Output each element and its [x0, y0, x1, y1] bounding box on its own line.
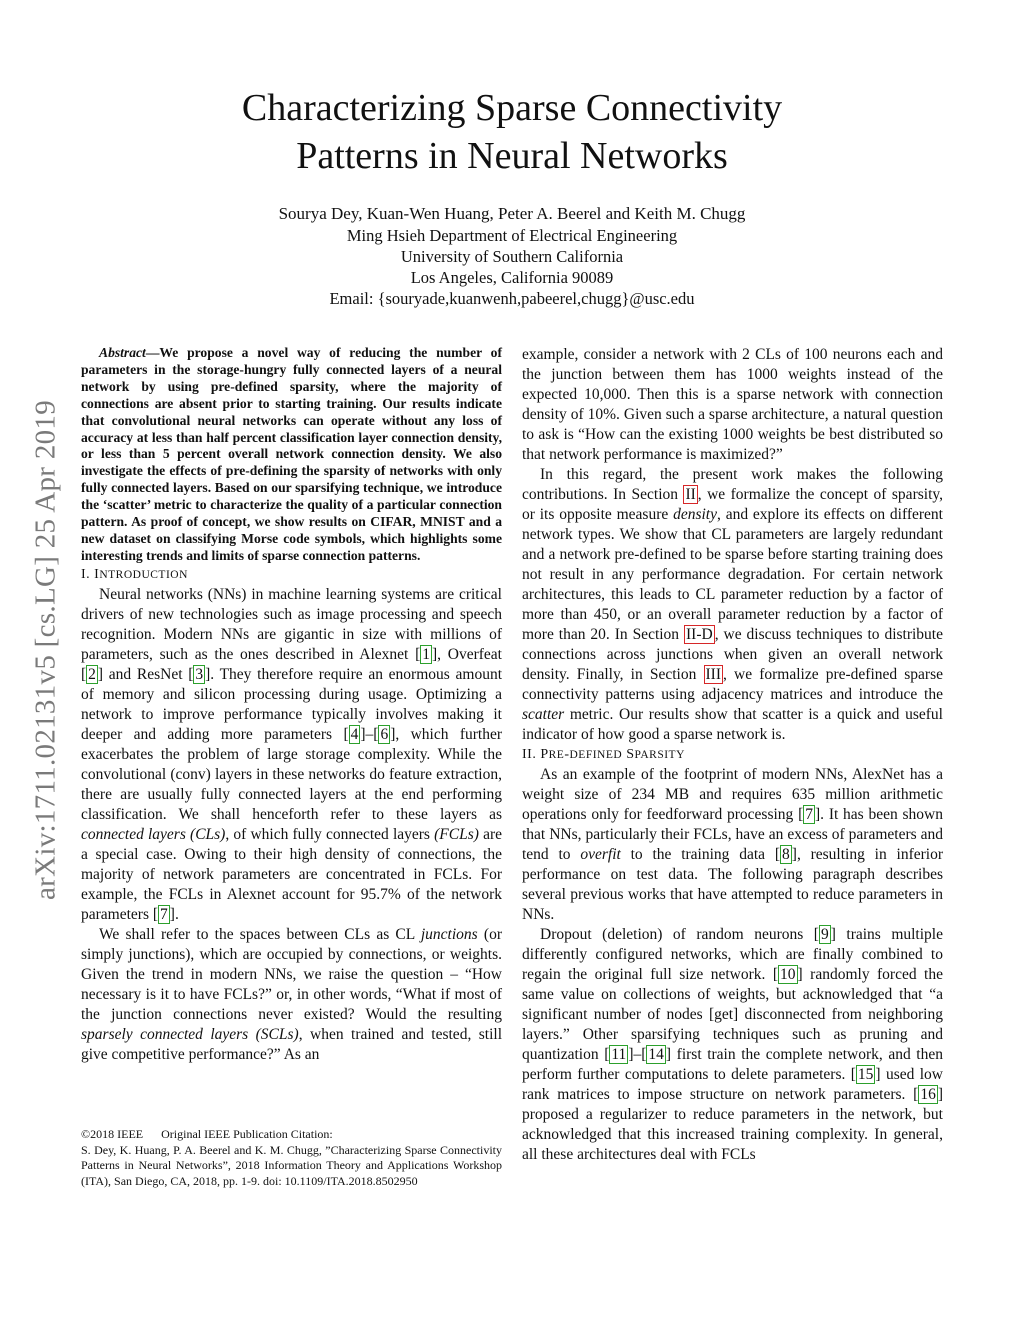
location: Los Angeles, California 90089: [410, 268, 614, 287]
citation-link[interactable]: 3: [195, 665, 204, 683]
citation-link[interactable]: 9: [820, 926, 829, 943]
citation-text: S. Dey, K. Huang, P. A. Beerel and K. M. Chugg, ”Characterizing Sparse Connectivity Patterns in Neural Networks”, 2018 Information Theory and Applications Workshop (ITA), San Diego, CA, 2018, pp. 1-9. doi: 10.1109/ITA.2018.8502950: [81, 1142, 502, 1188]
sparsity-paragraph-2: Dropout (deletion) of random neurons [ 9 ] trains multiple differently configured networks, which are finally combined to regain the original full size network. [ 10 ] randomly forced the same value on collections of weights, but acknowledged that “a significant number of nodes [get] disconnected from neighboring layers.” Other sparsifying techniques such as pruning and quantization [ 11 ]–[ 14 ] first train the complete network, and then perform further computations to delete parameters. [ 15 ] used low rank matrices to impose structure on network parameters. [ 16 ] proposed a regularizer to reduce parameters in the network, but acknowledged that this increased training complexity. In general, all these architectures deal with FCLs: [522, 926, 943, 1163]
section-link[interactable]: III: [705, 666, 721, 683]
citation-link[interactable]: 11: [611, 1046, 627, 1063]
sparsity-paragraph-1: As an example of the footprint of modern NNs, AlexNet has a weight size of 234 MB and requires 635 million arithmetic operations only for feedforward processing [ 7 ]. It has been shown that NNs, particularly their FCLs, have an excess of parameters and tend to overfit to the training data [ 8 ], resulting in inferior performance on test data. The following paragraph describes several previous works that have attempted to reduce parameters in NNs.: [522, 766, 943, 923]
citation-link[interactable]: 4: [350, 725, 359, 743]
email[interactable]: Email: {souryade,kuanwenh,pabeerel,chugg}@usc.edu: [329, 289, 695, 308]
title-line-2: Patterns in Neural Networks: [296, 135, 728, 177]
citation-link[interactable]: 7: [160, 905, 168, 923]
citation-link[interactable]: 14: [648, 1046, 664, 1063]
paper-title: [180, 84, 844, 180]
abstract: [81, 345, 502, 565]
citation-link[interactable]: 6: [380, 725, 389, 743]
arxiv-identifier: arXiv:1711.02131v5 [cs.LG] 25 Apr 2019: [29, 399, 62, 901]
title-line-1: Characterizing Sparse Connectivity: [241, 87, 783, 129]
copyright-notice: ©2018 IEEE: [81, 1127, 144, 1141]
citation-link[interactable]: 2: [88, 665, 96, 683]
contributions-paragraph: In this regard, the present work makes the following contributions. In Section II , we formalize the concept of sparsity, or its opposite measure density, and explore its effects on different network types. We show that CL parameters are largely redundant and a network pre-defined to be sparse before starting training does not result in any performance degradation. For certain network architectures, this leads to CL parameter reduction by a factor of more than 450, or an overall parameter reduction by a factor of more than 20. In Section II-D , we discuss techniques to distribute connections across junctions when given an overall network density. Finally, in Section III , we formalize pre-defined sparse connectivity patterns using adjacency matrices and introduce the scatter metric. Our results show that scatter is a quick and useful indicator of how good a sparse network is.: [522, 466, 944, 743]
citation-link[interactable]: 7: [805, 806, 813, 823]
author-block: [180, 203, 844, 309]
citation-link[interactable]: 15: [857, 1066, 874, 1083]
copyright-footnote: [81, 1127, 502, 1189]
citation-link[interactable]: 8: [782, 846, 790, 863]
left-column: [81, 345, 502, 1065]
abstract-text: —We propose a novel way of reducing the number of parameters in the storage-hungry fully connected layers of a neural network by using pre-defined sparsity, where the majority of connections are absent prior to starting training. Our results indicate that convolutional neural networks can operate without any loss of accuracy at less than half percent classification layer connection density, or less than 5 percent overall network connection density. We also investigate the effects of pre-defining the sparsity of networks with only fully connected layers. Based on our sparsifying technique, we introduce the ‘scatter’ metric to characterize the quality of a particular connection pattern. As proof of concept, we show results on CIFAR, MNIST and a new dataset on classifying Morse code symbols, which highlights some interesting trends and limits of sparse connection patterns.: [81, 345, 502, 563]
citation-link[interactable]: 16: [920, 1086, 936, 1103]
intro-paragraph-2: We shall refer to the spaces between CLs as CL junctions (or simply junctions), which are occupied by connections, or weights. Given the trend in modern NNs, we raise the question – “How necessary is it to have FCLs?” or, in other words, “What if most of the junction connections never existed? Would the resulting sparsely connected layers (SCLs), when trained and tested, still give competitive performance?” As an: [81, 925, 502, 1063]
section-link[interactable]: II: [685, 486, 696, 503]
citation-link[interactable]: 10: [780, 966, 796, 983]
section-heading-introduction: I. INTRODUCTION: [81, 566, 188, 582]
section-link[interactable]: II-D: [686, 626, 713, 643]
department: Ming Hsieh Department of Electrical Engineering: [346, 226, 678, 245]
university: University of Southern California: [400, 247, 624, 266]
author-names: Sourya Dey, Kuan-Wen Huang, Peter A. Beerel and Keith M. Chugg: [278, 204, 746, 223]
arxiv-sidebar-stamp: [26, 350, 66, 950]
abstract-label: Abstract: [99, 345, 146, 360]
citation-label: Original IEEE Publication Citation:: [161, 1127, 333, 1141]
intro-paragraph-1: Neural networks (NNs) in machine learning systems are critical drivers of new technologies such as image processing and speech recognition. Modern NNs are gigantic in size with millions of parameters, such as the ones described in Alexnet [ 1 ], Overfeat [ 2 ] and ResNet [ 3 ]. They therefore require an enormous amount of memory and silicon processing during usage. Optimizing a network to improve performance typically involves making it deeper and adding more parameters [ 4 ]–[ 6 ], which further exacerbates the problem of large storage complexity. While the convolutional (conv) layers in these networks do feature extraction, there are usually fully connected layers at the end performing classification. We shall henceforth refer to these layers as connected layers (CLs), of which fully connected layers (FCLs) are a special case. Owing to their high density of connections, the majority of network parameters are concentrated in FCLs. For example, the FCLs in Alexnet account for 95.7% of the network parameters [ 7 ].: [81, 585, 503, 923]
citation-link[interactable]: 1: [422, 645, 430, 663]
intro-paragraph-3: example, consider a network with 2 CLs of 100 neurons each and the junction between them has 1000 weights instead of the expected 10,000. Then this is a sparse network with connection density of 10%. Given such a sparse architecture, a natural question to ask is “How can the existing 1000 weights be best distributed so that network performance is maximized?”: [522, 346, 943, 463]
section-heading-predefined-sparsity: II. PRE-DEFINED SPARSITY: [522, 747, 685, 762]
right-column: [522, 345, 943, 1165]
